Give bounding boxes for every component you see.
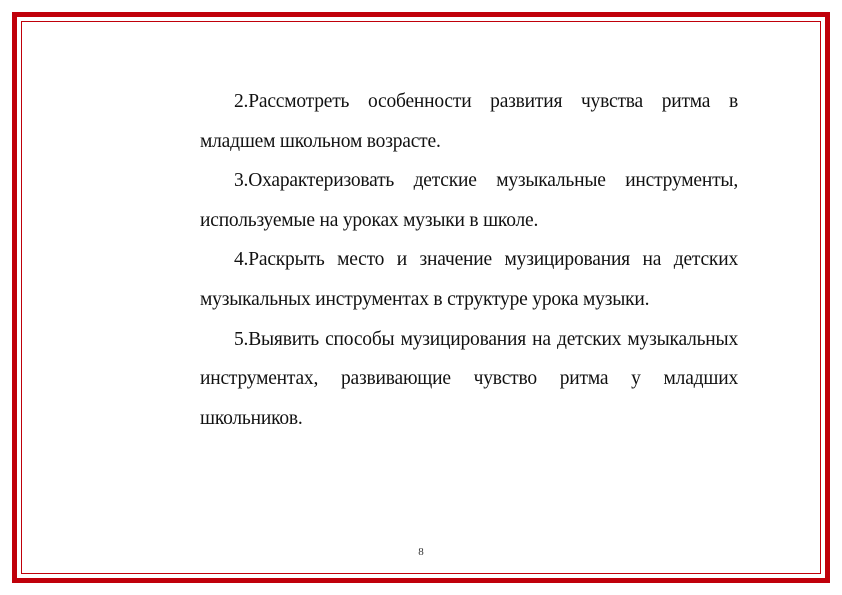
task-paragraph-3: 3.Охарактеризовать детские музыкальные инструменты, используемые на уроках музыки в школе. <box>200 170 738 231</box>
task-paragraph-5: 5.Выявить способы музицирования на детских музыкальных инструментах, развивающие чувство ритма у младших школьников. <box>200 328 738 429</box>
task-paragraph-2: 2.Рассмотреть особенности развития чувства ритма в младшем школьном возрасте. <box>200 91 738 152</box>
document-body <box>200 82 738 438</box>
task-paragraph-4: 4.Раскрыть место и значение музицирования на детских музыкальных инструментах в структуре урока музыки. <box>200 249 738 310</box>
page-number: 8 <box>418 546 424 558</box>
